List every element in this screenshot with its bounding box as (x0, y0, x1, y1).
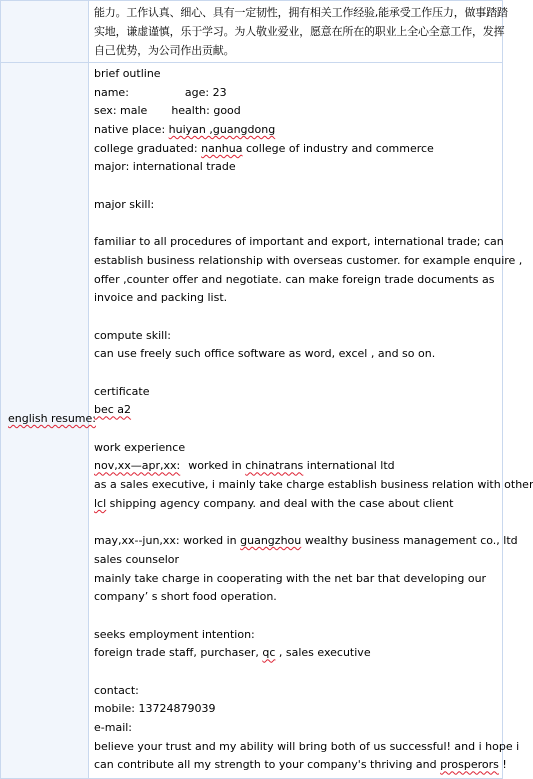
job1-line (94, 457, 498, 476)
college-name-rest: college of industry and commerce (242, 141, 434, 155)
certificate-value (94, 401, 498, 420)
intro-label-cell (1, 1, 89, 62)
closing-line: believe your trust and my ability will bring both of us successful! and i hope i (94, 739, 520, 753)
job1-description (94, 495, 498, 514)
job1-dates: nov,xx—apr,xx: (94, 459, 181, 473)
english-resume-label: english resume: (8, 412, 96, 425)
job1-prefix: worked in (188, 459, 246, 473)
major-line: major: international trade (94, 160, 236, 174)
intro-content (94, 3, 508, 60)
english-resume-label-cell (1, 63, 96, 778)
intro-line: 自己优势，为公司作出贡献。 (94, 44, 235, 57)
intro-line: 实地，谦虚谨慎，乐于学习。为人敬业爱业，愿意在所在的职业上全心全意工作，发挥 (94, 25, 505, 38)
job1-line3-rest: shipping agency company. and deal with the case about client (106, 496, 454, 510)
job1-rest: international ltd (303, 459, 395, 473)
native-place-value: huiyan ,guangdong (168, 123, 276, 137)
compute-skill-heading: compute skill: (94, 328, 171, 342)
closing-line (94, 756, 507, 775)
email-line: e-mail: (94, 721, 133, 735)
intro-row (1, 1, 508, 63)
spacer (94, 177, 498, 196)
seeks-rest: , sales executive (275, 646, 371, 660)
skill-line: establish business relationship with overseas customer. for example enquire , (94, 253, 523, 267)
job2-prefix: may,xx--jun,xx: worked in (94, 534, 241, 548)
contact-heading: contact: (94, 683, 139, 697)
job2-city: guangzhou (240, 534, 302, 548)
brief-outline-heading: brief outline (94, 67, 161, 80)
english-resume-row (1, 63, 533, 778)
spacer (94, 663, 498, 682)
name-label: name: (94, 85, 129, 99)
seeks-employment-line (94, 644, 498, 663)
certificate-bec: bec a2 (94, 403, 132, 417)
skill-line: invoice and packing list. (94, 291, 228, 305)
seeks-prefix: foreign trade staff, purchaser, (94, 646, 263, 660)
sex-health-line (94, 102, 498, 121)
job1-company: chinatrans (245, 459, 304, 473)
closing-end: ! (498, 758, 507, 772)
compute-skill-line: can use freely such office software as word, excel , and so on. (94, 347, 436, 361)
sex-label: sex: male (94, 104, 148, 118)
skill-line: familiar to all procedures of important and export, international trade; can (94, 235, 504, 249)
english-resume-content (94, 65, 533, 775)
job2-line (94, 532, 518, 551)
native-place-label: native place: (94, 123, 169, 137)
intro-line: 能力。工作认真、细心、具有一定韧性，拥有相关工作经验,能承受工作压力，做事踏踏 (94, 6, 508, 19)
health-label: health: good (171, 104, 241, 118)
job1-lcl: lcl (94, 496, 107, 510)
job2-rest: wealthy business management co., ltd (301, 534, 518, 548)
closing-word: prosperors (440, 758, 499, 772)
name-age-line (94, 84, 498, 103)
seeks-employment-heading: seeks employment intention: (94, 627, 255, 641)
college-line (94, 140, 498, 159)
job2-description: company’ s short food operation. (94, 590, 277, 604)
major-skill-heading: major skill: (94, 197, 155, 211)
closing-prefix: can contribute all my strength to your company's thriving and (94, 758, 441, 772)
spacer (94, 215, 498, 234)
job1-description: as a sales executive, i mainly take charge establish business relation with other (94, 478, 533, 492)
native-place-line (94, 121, 498, 140)
age-label: age: 23 (184, 85, 227, 99)
mobile-line: mobile: 13724879039 (94, 702, 216, 716)
seeks-qc: qc (262, 646, 276, 660)
work-experience-heading: work experience (94, 440, 186, 454)
college-label: college graduated: (94, 141, 202, 155)
spacer (94, 607, 498, 626)
college-name-word: nanhua (201, 141, 243, 155)
spacer (94, 308, 498, 327)
job2-title: sales counselor (94, 552, 180, 566)
spacer (94, 364, 498, 383)
skill-line: offer ,counter offer and negotiate. can make foreign trade documents as (94, 272, 495, 286)
certificate-heading: certificate (94, 384, 150, 398)
spacer (94, 420, 498, 439)
spacer (94, 514, 498, 533)
job2-description: mainly take charge in cooperating with the net bar that developing our (94, 571, 487, 585)
